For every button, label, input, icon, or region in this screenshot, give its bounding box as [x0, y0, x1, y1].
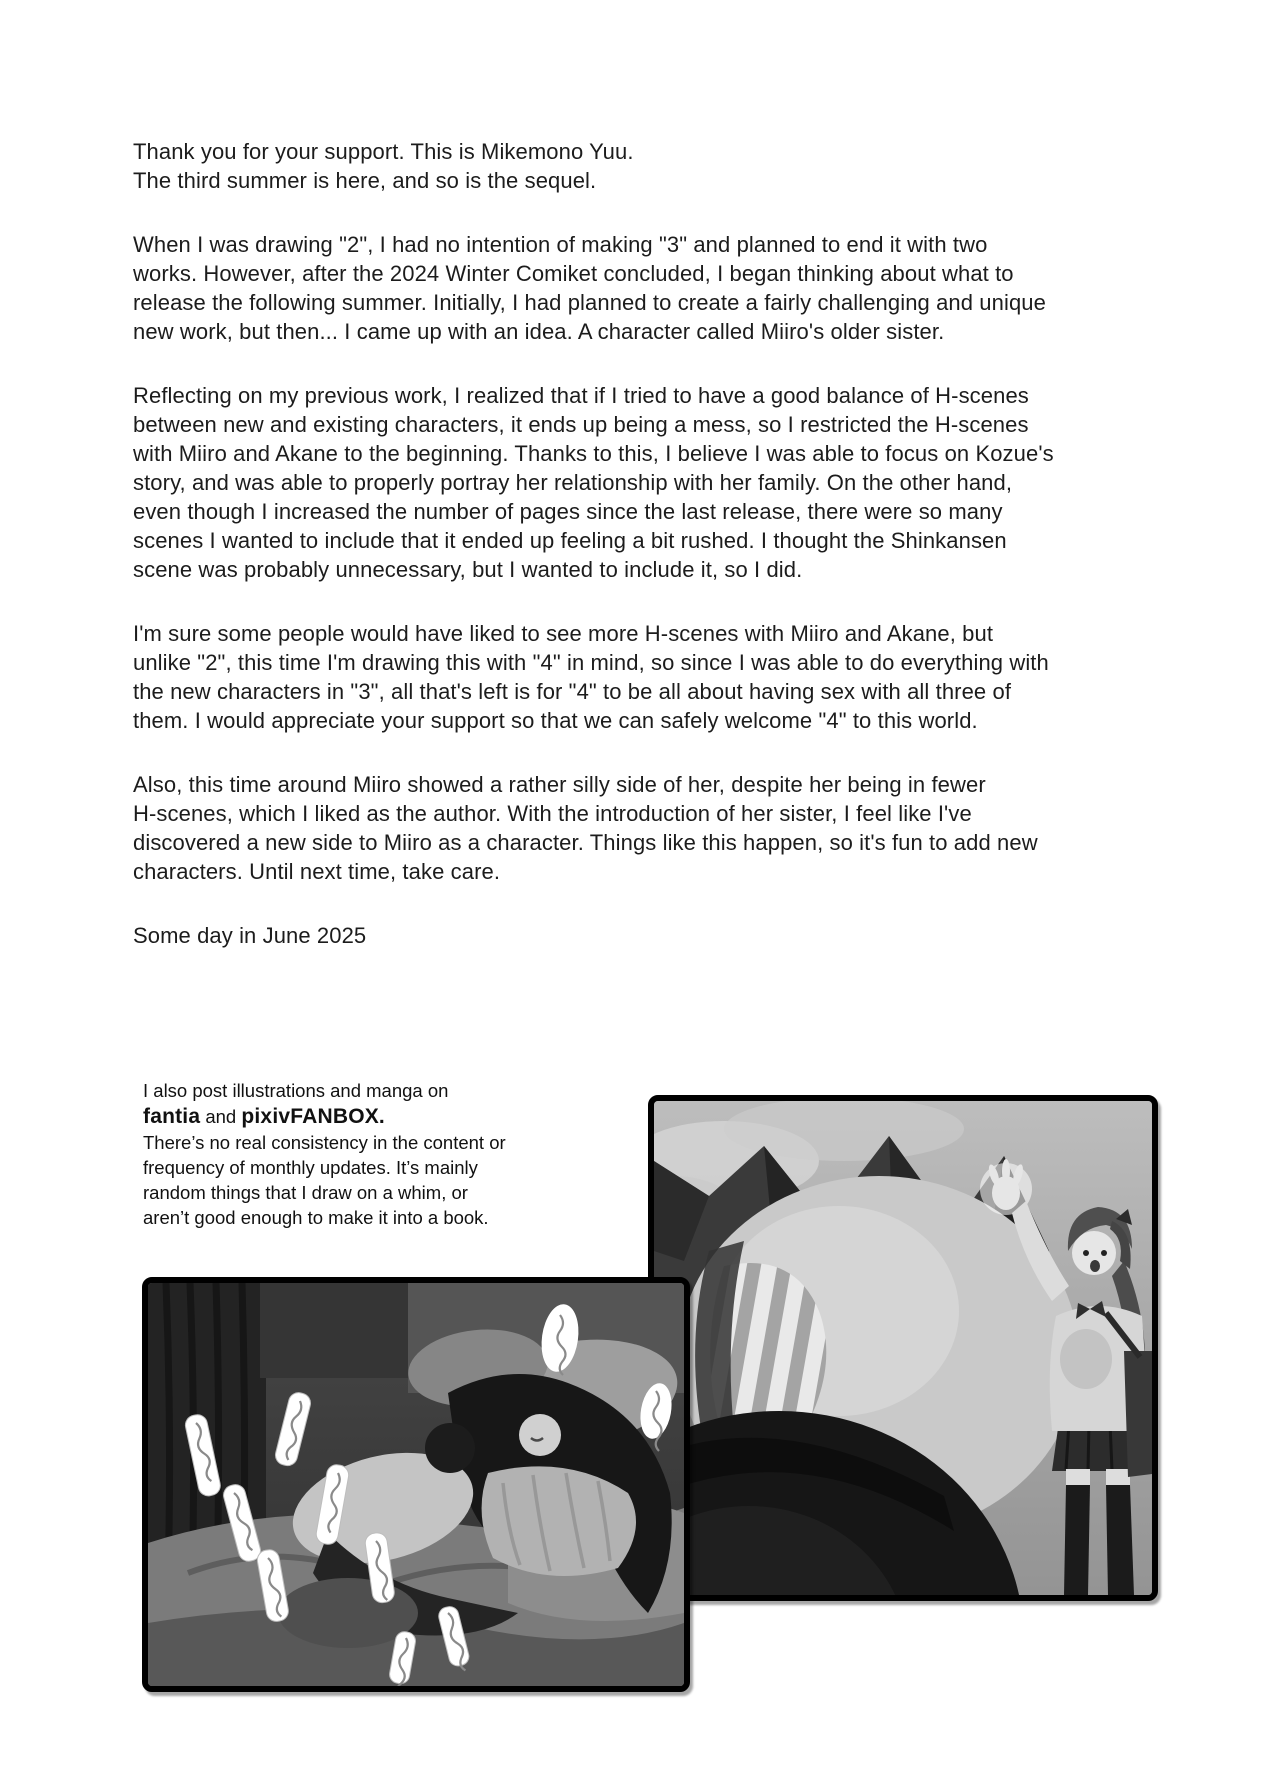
open-mouth — [1090, 1260, 1100, 1272]
afterword-line: H-scenes, which I liked as the author. With the introduction of her sister, I feel like I've — [133, 801, 972, 826]
afterword-line: unlike "2", this time I'm drawing this with "4" in mind, so since I was able to do everything with — [133, 650, 1049, 675]
promo-body — [143, 1130, 573, 1230]
afterword-line: Thank you for your support. This is Mikemono Yuu. — [133, 139, 634, 164]
afterword-paragraph — [133, 770, 1093, 886]
left-illustration-art — [148, 1283, 684, 1686]
afterword-line: with Miiro and Akane to the beginning. Thanks to this, I believe I was able to focus on Kozue's — [133, 441, 1054, 466]
fantia-label: fantia — [143, 1105, 201, 1128]
eye — [1083, 1250, 1089, 1256]
afterword-paragraph — [133, 230, 1093, 346]
afterword-line: The third summer is here, and so is the sequel. — [133, 168, 597, 193]
afterword-line: new work, but then... I came up with an idea. A character called Miiro's older sister. — [133, 319, 945, 344]
right-illustration-art — [654, 1101, 1152, 1595]
afterword-line: When I was drawing "2", I had no intention of making "3" and planned to end it with two — [133, 232, 988, 257]
afterword-line: characters. Until next time, take care. — [133, 859, 501, 884]
afterword-line: Also, this time around Miiro showed a rather silly side of her, despite her being in fewer — [133, 772, 986, 797]
afterword-paragraph — [133, 381, 1093, 584]
cardigan-shading — [1060, 1329, 1112, 1389]
pixiv-fanbox-label: pixivFANBOX. — [241, 1105, 385, 1128]
afterword-line: the new characters in "3", all that's left is for "4" to be all about having sex with all three of — [133, 679, 1012, 704]
promo-line1: I also post illustrations and manga on — [143, 1080, 449, 1101]
promo-line: random things that I draw on a whim, or — [143, 1182, 468, 1203]
afterword-line: scene was probably unnecessary, but I wanted to include it, so I did. — [133, 557, 803, 582]
date-line: Some day in June 2025 — [133, 923, 367, 948]
afterword-line: release the following summer. Initially, I had planned to create a fairly challenging and unique — [133, 290, 1046, 315]
afterword-line: even though I increased the number of pages since the last release, there were so many — [133, 499, 1003, 524]
thigh-skin — [1106, 1469, 1130, 1487]
promo-line: aren’t good enough to make it into a book. — [143, 1207, 489, 1228]
promo-line: There’s no real consistency in the content or — [143, 1132, 506, 1153]
right-illustration — [648, 1095, 1158, 1601]
promo-line: frequency of monthly updates. It’s mainly — [143, 1157, 478, 1178]
left-illustration — [142, 1277, 690, 1692]
shoulder-bag — [1124, 1351, 1152, 1477]
afterword-line: discovered a new side to Miiro as a character. Things like this happen, so it's fun to add new — [133, 830, 1038, 855]
afterword-line: scenes I wanted to include that it ended up feeling a bit rushed. I thought the Shinkansen — [133, 528, 1007, 553]
thigh-high-sock — [1106, 1485, 1134, 1595]
afterword-paragraph — [133, 137, 1093, 195]
afterword-line: I'm sure some people would have liked to see more H-scenes with Miiro and Akane, but — [133, 621, 994, 646]
afterword-line: them. I would appreciate your support so that we can safely welcome "4" to this world. — [133, 708, 978, 733]
dark-hair-shape — [425, 1423, 475, 1473]
sleeping-face — [519, 1414, 561, 1456]
afterword-line: story, and was able to properly portray her relationship with her family. On the other hand, — [133, 470, 1013, 495]
thigh-skin — [1066, 1469, 1090, 1487]
fanbox-promo — [143, 1078, 573, 1230]
afterword-line: between new and existing characters, it ends up being a mess, so I restricted the H-scenes — [133, 412, 1029, 437]
eye — [1101, 1250, 1107, 1256]
thigh-high-sock — [1064, 1485, 1090, 1595]
afterword-text — [133, 137, 1093, 950]
afterword-paragraph — [133, 619, 1093, 735]
promo-conjunction: and — [200, 1106, 242, 1127]
afterword-line: works. However, after the 2024 Winter Comiket concluded, I began thinking about what to — [133, 261, 1014, 286]
promo-sites-line — [143, 1103, 573, 1130]
afterword-line: Reflecting on my previous work, I realized that if I tried to have a good balance of H-scenes — [133, 383, 1029, 408]
